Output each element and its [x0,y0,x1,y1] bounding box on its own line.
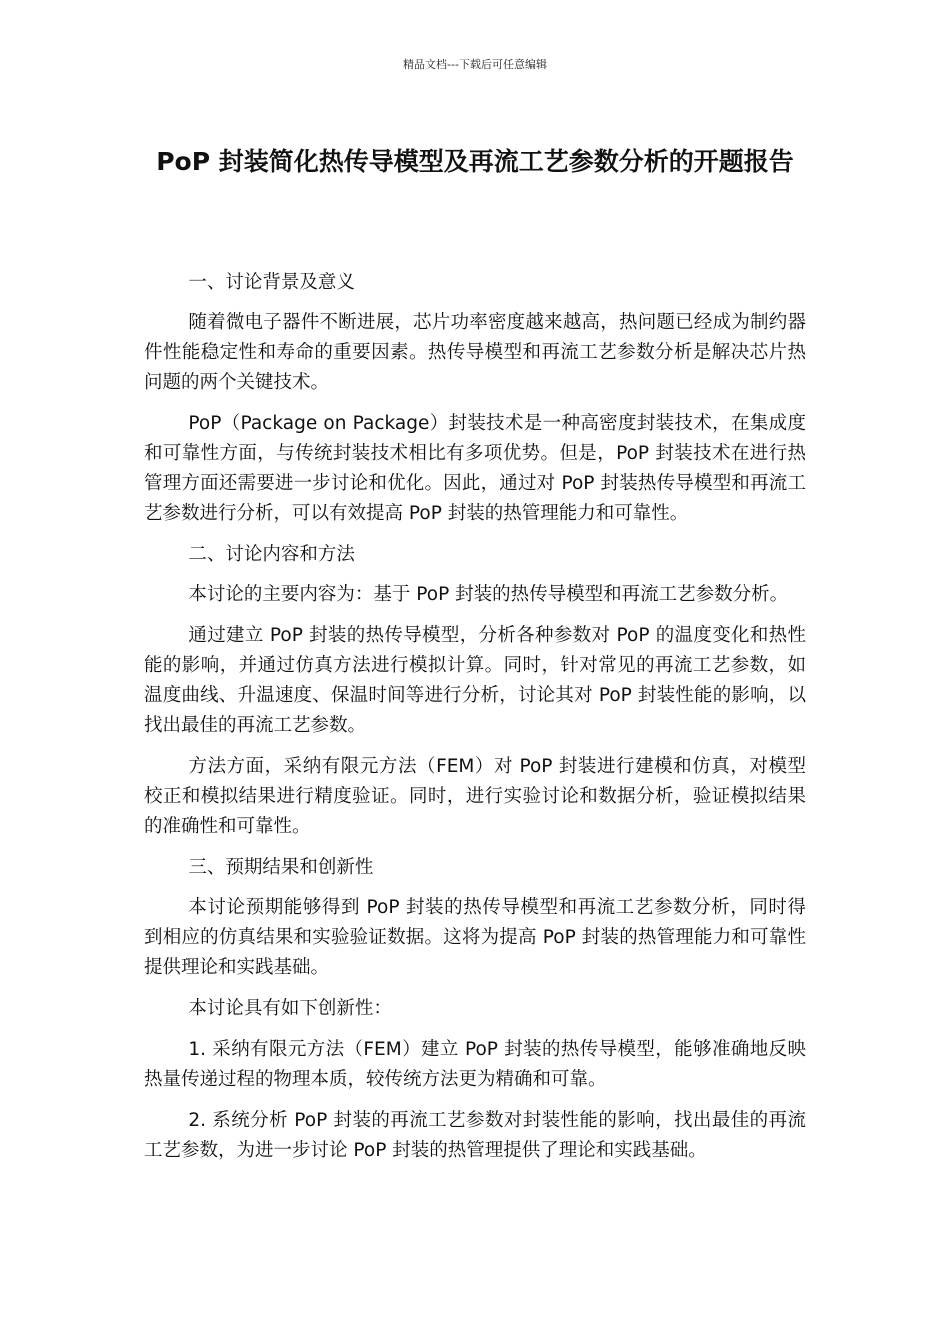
paragraph-innovation-1: 1. 采纳有限元方法（FEM）建立 PoP 封装的热传导模型，能够准确地反映热量传递过程的物理本质，较传统方法更为精确和可靠。 [144,1039,806,1090]
section-heading-results-innovation: 三、预期结果和创新性 [188,857,374,878]
paragraph-content-3: 方法方面，采纳有限元方法（FEM）对 PoP 封装进行建模和仿真，对模型校正和模拟结果进行精度验证。同时，进行实验讨论和数据分析，验证模拟结果的准确性和可靠性。 [144,756,806,837]
paragraph-background-2: PoP（Package on Package）封装技术是一种高密度封装技术，在集成度和可靠性方面，与传统封装技术相比有多项优势。但是，PoP 封装技术在进行热管理方面还需要进一步讨论和优化。因此，通过对 PoP 封装热传导模型和再流工艺参数进行分析，可以有效提高 PoP 封装的热管理能力和可靠性。 [144,413,806,524]
document-body [144,268,806,1177]
document-title: PoP 封装简化热传导模型及再流工艺参数分析的开题报告 [156,147,794,176]
paragraph-results-2: 本讨论具有如下创新性： [188,998,392,1019]
paragraph-content-1: 本讨论的主要内容为：基于 PoP 封装的热传导模型和再流工艺参数分析。 [188,584,789,605]
paragraph-innovation-2: 2. 系统分析 PoP 封装的再流工艺参数对封装性能的影响，找出最佳的再流工艺参数，为进一步讨论 PoP 封装的热管理提供了理论和实践基础。 [144,1110,806,1161]
paragraph-content-2: 通过建立 PoP 封装的热传导模型，分析各种参数对 PoP 的温度变化和热性能的影响，并通过仿真方法进行模拟计算。同时，针对常见的再流工艺参数，如温度曲线、升温速度、保温时间等进行分析，讨论其对 PoP 封装性能的影响，以找出最佳的再流工艺参数。 [144,625,806,736]
section-heading-background: 一、讨论背景及意义 [188,272,355,293]
header-note: 精品文档---下载后可任意编辑 [403,58,547,71]
paragraph-results-1: 本讨论预期能够得到 PoP 封装的热传导模型和再流工艺参数分析，同时得到相应的仿真结果和实验验证数据。这将为提高 PoP 封装的热管理能力和可靠性提供理论和实践基础。 [144,897,806,978]
paragraph-background-1: 随着微电子器件不断进展，芯片功率密度越来越高，热问题已经成为制约器件性能稳定性和寿命的重要因素。热传导模型和再流工艺参数分析是解决芯片热问题的两个关键技术。 [144,312,806,393]
section-heading-content-method: 二、讨论内容和方法 [188,544,355,565]
